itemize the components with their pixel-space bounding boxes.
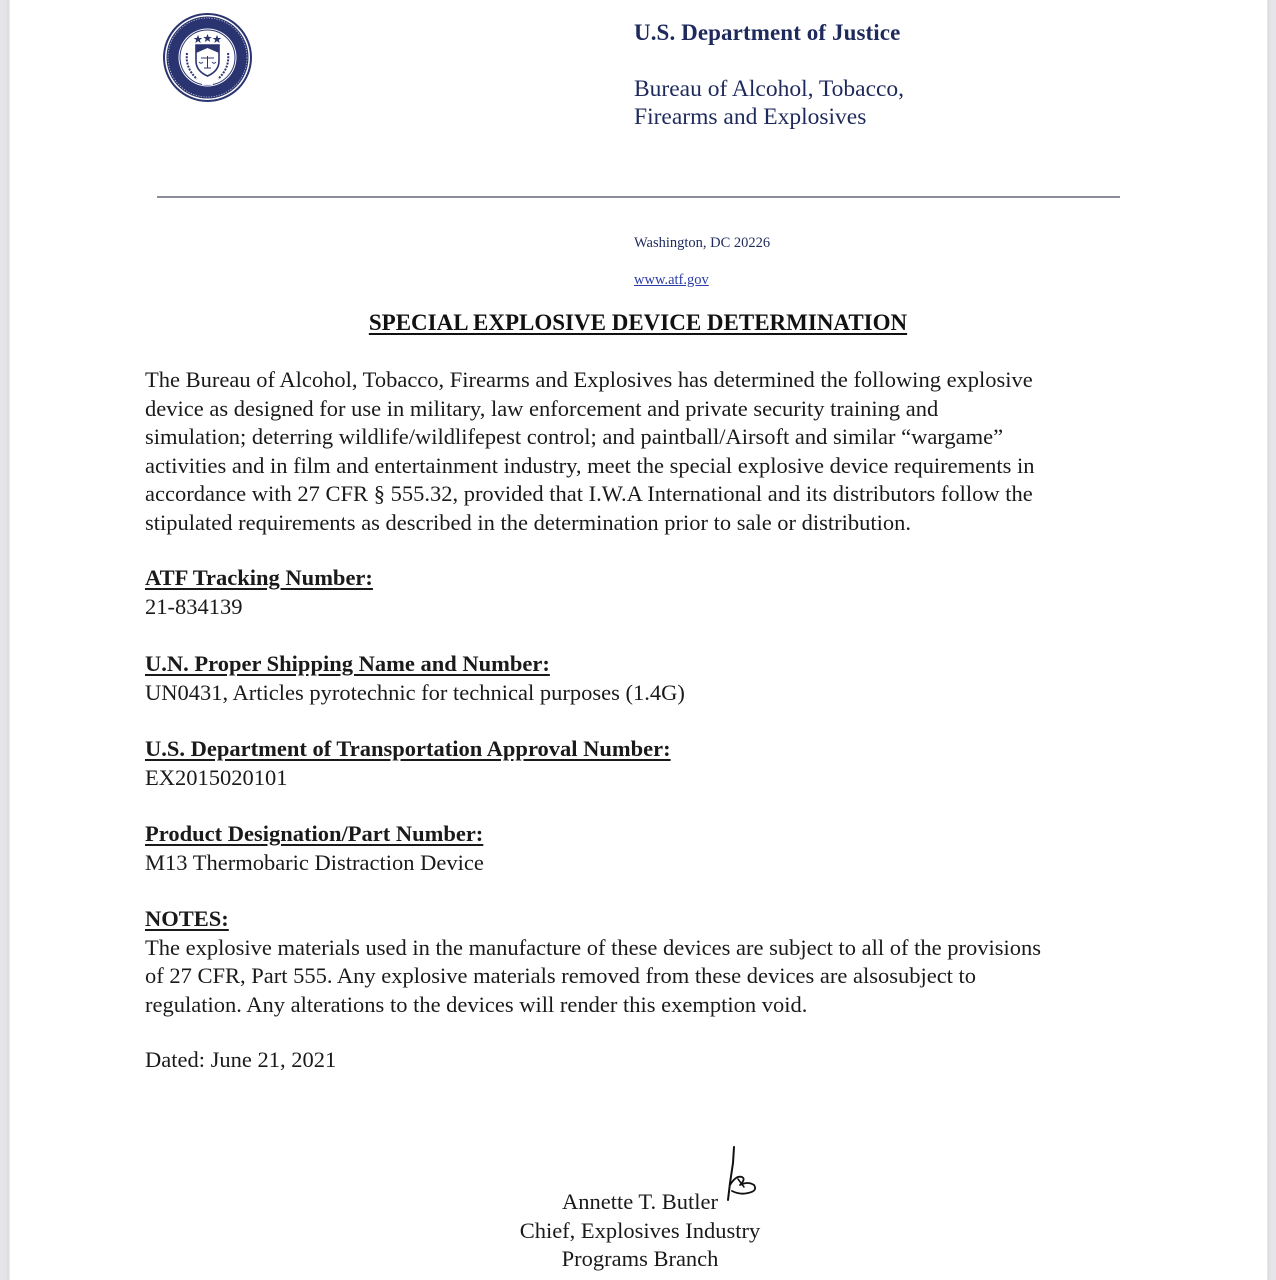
page-edge-right xyxy=(1267,0,1276,1280)
intro-line: activities and in film and entertainment industry, meet the special explosive device requirements in xyxy=(145,452,1035,478)
bureau-name xyxy=(634,75,904,131)
dot-approval-value: EX2015020101 xyxy=(145,764,288,790)
signer-title-line-1: Chief, Explosives Industry xyxy=(519,1217,761,1243)
un-shipping-label: U.N. Proper Shipping Name and Number: xyxy=(145,651,550,676)
address-city: Washington, DC 20226 xyxy=(634,235,771,251)
atf-tracking-label: ATF Tracking Number: xyxy=(145,565,373,590)
atf-tracking-value: 21-834139 xyxy=(145,593,243,619)
notes-line: The explosive materials used in the manufacture of these devices are subject to all of the provisions xyxy=(145,934,1041,960)
intro-line: stipulated requirements as described in the determination prior to sale or distribution. xyxy=(145,509,912,535)
agency-header xyxy=(634,18,904,131)
atf-tracking-section xyxy=(145,564,373,621)
un-shipping-value: UN0431, Articles pyrotechnic for technical purposes (1.4G) xyxy=(145,679,685,705)
document-title: SPECIAL EXPLOSIVE DEVICE DETERMINATION xyxy=(368,310,908,335)
bureau-name-line-2: Firearms and Explosives xyxy=(634,104,867,130)
intro-line: accordance with 27 CFR § 555.32, provided that I.W.A International and its distributors follow the xyxy=(145,481,1033,507)
intro-line: simulation; deterring wildlife/wildlifepest control; and paintball/Airsoft and similar “wargame” xyxy=(145,424,1004,450)
signature-block xyxy=(400,1188,880,1274)
product-value: M13 Thermobaric Distraction Device xyxy=(145,849,484,875)
product-section xyxy=(145,820,484,877)
dot-approval-section xyxy=(145,735,671,792)
product-label: Product Designation/Part Number: xyxy=(145,821,484,846)
intro-line: The Bureau of Alcohol, Tobacco, Firearms and Explosives has determined the following explosive xyxy=(145,367,1033,392)
department-name: U.S. Department of Justice xyxy=(634,20,901,45)
document-body xyxy=(145,366,1145,1072)
dated-line: Dated: June 21, 2021 xyxy=(145,1047,337,1072)
intro-paragraph xyxy=(145,366,1145,538)
bureau-name-line-1: Bureau of Alcohol, Tobacco, xyxy=(634,76,905,102)
atf-seal-icon xyxy=(163,13,252,102)
notes-line: of 27 CFR, Part 555. Any explosive materials removed from these devices are alsosubject to xyxy=(145,963,977,989)
un-shipping-section xyxy=(145,650,685,707)
signer-title-line-2: Programs Branch xyxy=(561,1246,719,1272)
address-block xyxy=(634,234,770,289)
page-edge-left xyxy=(0,0,10,1280)
notes-section xyxy=(145,905,1041,1019)
intro-line: device as designed for use in military, law enforcement and private security training and xyxy=(145,395,939,421)
signer-name: Annette T. Butler xyxy=(561,1189,718,1214)
notes-label: NOTES: xyxy=(145,906,229,931)
header-divider xyxy=(157,196,1120,198)
notes-line: regulation. Any alterations to the devices will render this exemption void. xyxy=(145,991,808,1017)
dot-approval-label: U.S. Department of Transportation Approval Number: xyxy=(145,736,671,761)
website-link[interactable]: www.atf.gov xyxy=(634,272,709,288)
